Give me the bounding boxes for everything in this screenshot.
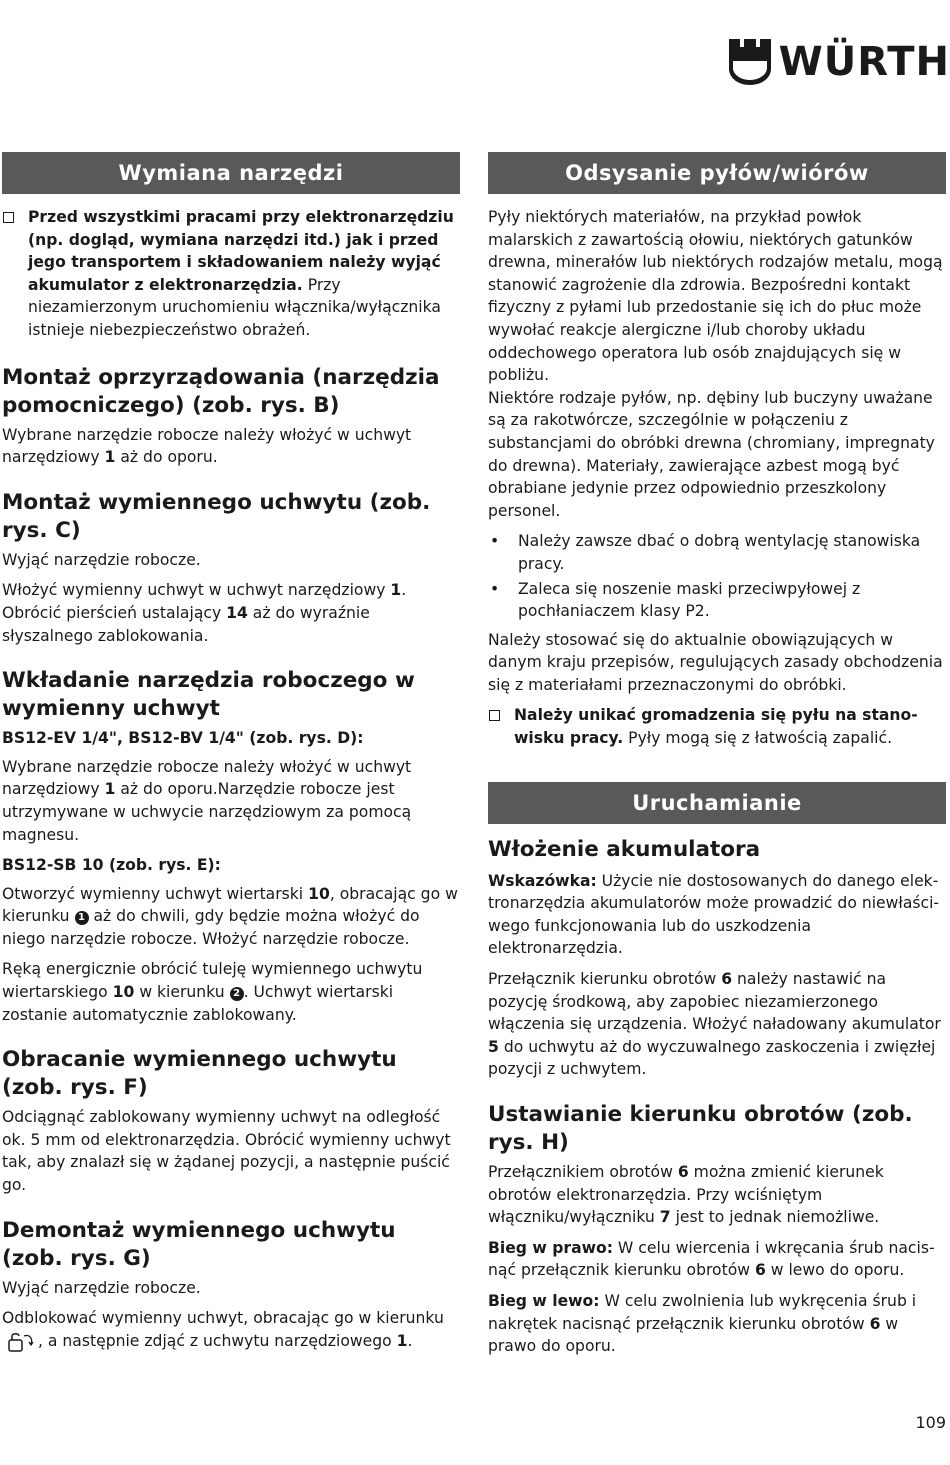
warning-text [28, 206, 460, 342]
subheading-models-d: BS12-EV 1/4", BS12-BV 1/4" (zob. rys. D): [2, 729, 364, 748]
right-column [488, 152, 946, 1366]
section-title-dust-extraction: Odsysanie pyłów/wiórów [488, 152, 946, 194]
heading-chuck-mount: Montaż wymiennego uchwytu (zob. rys. C) [2, 489, 431, 543]
warning-notice [488, 704, 946, 749]
bullet-list [488, 530, 946, 622]
heading-insert-tool: Wkładanie narzędzia roboczego w wymienny uchwyt [2, 668, 415, 722]
paragraph: Niektóre rodzaje pyłów, np. dębiny lub buczyny uważane są za rakotwórcze, szczególnie w połączeniu z substancjami do obróbki drewna (chromiany, impregnaty do drewna). Materiały, zawierające azbest mogą być obrabiane jedynie przez odpowiednio przeszkolony personel. [488, 388, 935, 520]
list-item: • Należy zawsze dbać o dobrą wentylację stanowiska pracy. [490, 532, 921, 573]
warning-text: Należy unikać gromadzenia się pyłu na stanowisku pracy. Pyły mogą się z łatwością zapalić. [514, 706, 918, 748]
circled-number-icon: 2 [230, 987, 244, 1001]
page-number: 109 [915, 1413, 946, 1432]
paragraph: Otworzyć wymienny uchwyt wiertarski 10, obracając go w kierunku 1 aż do chwili, gdy będzie można włożyć do niego narzędzie robocze. Włożyć narzędzie robocze. [2, 884, 458, 948]
paragraph: Wybrane narzędzie robocze należy włożyć w uchwyt narzędziowy 1 aż do oporu.Narzędzie robocze jest utrzymywane w uchwycie narzędziowym za pomocą magnesu. [2, 757, 412, 844]
paragraph: Pyły niektórych materiałów, na przykład powłok malarskich z zawartością ołowiu, niektórych gatunków drewna, minerałów lub niektórych rodzajów metalu, mogą stanowić zagrożenie dla zdrowia. Bezpośredni kontakt fizyczny z pyłami lub przedostanie się ich do płuc może wywołać reakcje alergiczne i/lub choroby układu oddechowego operatora lub osób znajdujących się w pobliżu. [488, 208, 943, 385]
subheading-models-e: BS12-SB 10 (zob. rys. E): [2, 856, 221, 875]
circled-number-icon: 1 [75, 911, 89, 925]
paragraph: Odciągnąć zablokowany wymienny uchwyt na odległość ok. 5 mm od elektronarzędzia. Obrócić wymienny uchwyt tak, aby znalazł się w żądanej pozycji, a następnie puścić go. [2, 1108, 451, 1195]
heading-accessory-mount: Montaż oprzyrządowania (narzędzia pomocniczego) (zob. rys. B) [2, 364, 440, 418]
paragraph: Odblokować wymienny uchwyt, obracając go w kierunku , a następnie zdjąć z uchwytu narzędziowego 1. [2, 1307, 460, 1360]
warning-notice [2, 206, 460, 342]
section-title-startup: Uruchamianie [488, 782, 946, 824]
wurth-logo-icon [729, 39, 771, 85]
heading-rotate-chuck: Obracanie wymiennego uchwytu (zob. rys. F) [2, 1047, 397, 1101]
list-item: • Zaleca się noszenie maski przeciwpyłowej z pochłaniaczem klasy P2. [490, 579, 861, 621]
square-warning-icon [3, 212, 14, 223]
brand-logo [729, 38, 950, 86]
warning-bold: Przed wszystkimi pracami przy elektronarzędziu (np. dogląd, wymiana narzędzi itd.) jak i przed jego transportem i składowaniem należy wyjąć akumulator z elektronarzędzia. [28, 208, 454, 294]
paragraph: Włożyć wymienny uchwyt w uchwyt narzędziowy 1. Obrócić pierścień ustalający 14 aż do wyraźnie słyszalnego zablokowania. [2, 581, 407, 645]
brand-name: WÜRTH [778, 39, 950, 85]
paragraph: Przełącznikiem obrotów 6 można zmienić kierunek obrotów elektronarzędzia. Przy wciśniętym włączniku/wyłączniku 7 jest to jednak niemożliwe. [488, 1163, 884, 1227]
paragraph: Ręką energicznie obrócić tuleję wymiennego uchwytu wiertarskiego 10 w kierunku 2 . Uchwyt wiertarski zostanie automatycznie zablokowany. [2, 960, 423, 1024]
paragraph: Bieg w lewo: W celu zwolnienia lub wykręcenia śrub i nakrętek nacisnąć przełącznik kierunku obrotów 6 w prawo do oporu. [488, 1291, 917, 1356]
paragraph: Wskazówka: Użycie nie dostosowanych do danego elektronarzędzia akumulatorów może prowadzić do niewłaściwego funkcjonowania lub do uszkodzenia elektronarzędzia. [488, 871, 940, 958]
section-title-tool-change: Wymiana narzędzi [2, 152, 460, 194]
heading-rotation-direction: Ustawianie kierunku obrotów (zob. rys. H) [488, 1102, 913, 1155]
unlock-padlock-icon [6, 1330, 36, 1361]
paragraph: Przełącznik kierunku obrotów 6 należy nastawić na pozycję środkową, aby zapobiec niezamierzonego włączenia się urządzenia. Włożyć naładowany akumulator 5 do uchwytu aż do wyczuwalnego zaskoczenia i zwięzłej pozycji z uchwytem. [488, 970, 941, 1079]
paragraph: Wybrane narzędzie robocze należy włożyć w uchwyt narzędziowy 1 aż do oporu. [2, 425, 412, 467]
left-column [2, 152, 460, 1368]
paragraph: Należy stosować się do aktualnie obowiązujących w danym kraju przepisów, regulujących zasady obchodzenia się z materiałami przeznaczonymi do obróbki. [488, 630, 943, 694]
heading-insert-battery: Włożenie akumulatora [488, 836, 761, 862]
heading-remove-chuck: Demontaż wymiennego uchwytu (zob. rys. G) [2, 1217, 396, 1271]
paragraph: Wyjąć narzędzie robocze. [2, 1278, 201, 1297]
warning-plain: Przy niezamierzonym uruchomieniu włącznika/wyłącznika istnieje niebezpieczeństwo obrażeń. [28, 275, 441, 339]
square-warning-icon [489, 710, 500, 721]
paragraph: Wyjąć narzędzie robocze. [2, 550, 201, 569]
paragraph: Bieg w prawo: W celu wiercenia i wkręcania śrub nacisnąć przełącznik kierunku obrotów 6 w lewo do oporu. [488, 1238, 935, 1280]
